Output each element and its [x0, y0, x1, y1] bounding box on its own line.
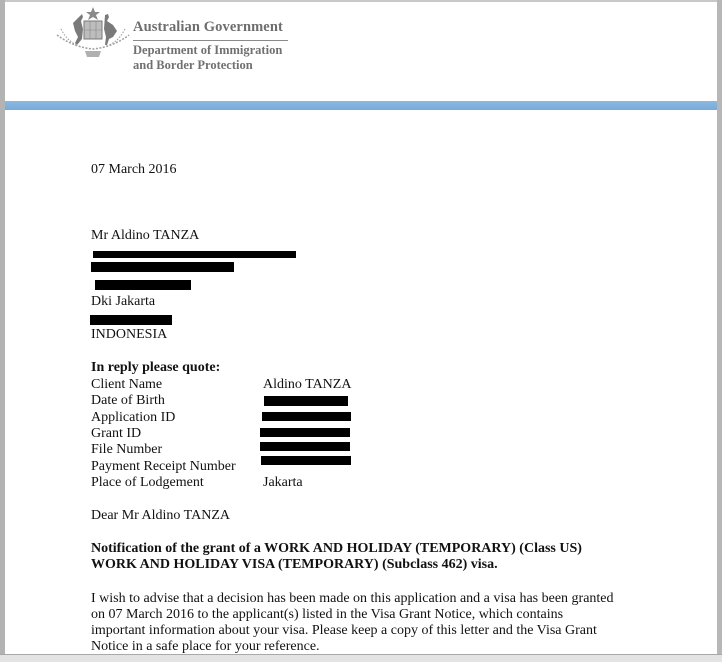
quote-label-place-of-lodgement: Place of Lodgement	[91, 475, 204, 490]
quote-label-payment-receipt: Payment Receipt Number	[91, 459, 236, 474]
subject-line-1: Notification of the grant of a WORK AND HOLIDAY (TEMPORARY) (Class US)	[91, 541, 582, 556]
quote-label-application-id: Application ID	[91, 410, 176, 425]
quote-label-client-name: Client Name	[91, 377, 163, 392]
letter-page	[5, 2, 717, 654]
recipient-city: Dki Jakarta	[91, 294, 156, 309]
redacted-payment-receipt	[261, 456, 351, 465]
redacted-file-number	[260, 442, 350, 451]
salutation: Dear Mr Aldino TANZA	[91, 508, 230, 523]
redacted-application-id	[262, 412, 351, 421]
redacted-grant-id	[260, 428, 350, 437]
department-name	[133, 43, 282, 73]
quote-heading: In reply please quote:	[91, 360, 221, 375]
department-line-2: and Border Protection	[133, 58, 253, 72]
window-left-border	[0, 0, 5, 661]
redacted-address-line-1	[93, 251, 296, 258]
redacted-postcode	[90, 315, 172, 325]
body-line-4: Notice in a safe place for your reference.	[91, 639, 320, 654]
quote-value-place-of-lodgement: Jakarta	[263, 475, 303, 490]
redacted-address-line-3	[95, 280, 191, 290]
quote-label-date-of-birth: Date of Birth	[91, 393, 165, 408]
coat-of-arms-icon	[53, 5, 133, 63]
window-right-border	[717, 0, 722, 661]
quote-label-grant-id: Grant ID	[91, 426, 142, 441]
header-divider	[133, 40, 288, 41]
redacted-address-line-2	[91, 262, 234, 272]
recipient-name: Mr Aldino TANZA	[91, 228, 200, 243]
body-line-1: I wish to advise that a decision has been made on this application and a visa has been granted	[91, 591, 614, 606]
department-line-1: Department of Immigration	[133, 43, 283, 57]
letter-date: 07 March 2016	[91, 162, 177, 177]
subject-line-2: WORK AND HOLIDAY VISA (TEMPORARY) (Subclass 462) visa.	[91, 557, 498, 572]
body-line-3: important information about your visa. Please keep a copy of this letter and the Visa Grant	[91, 623, 597, 638]
redacted-date-of-birth	[264, 396, 348, 406]
body-line-2: on 07 March 2016 to the applicant(s) listed in the Visa Grant Notice, which contains	[91, 607, 564, 622]
quote-label-file-number: File Number	[91, 442, 163, 457]
header-band	[5, 101, 717, 110]
government-title: Australian Government	[133, 19, 283, 35]
recipient-country: INDONESIA	[91, 327, 168, 342]
quote-value-client-name: Aldino TANZA	[263, 377, 352, 392]
